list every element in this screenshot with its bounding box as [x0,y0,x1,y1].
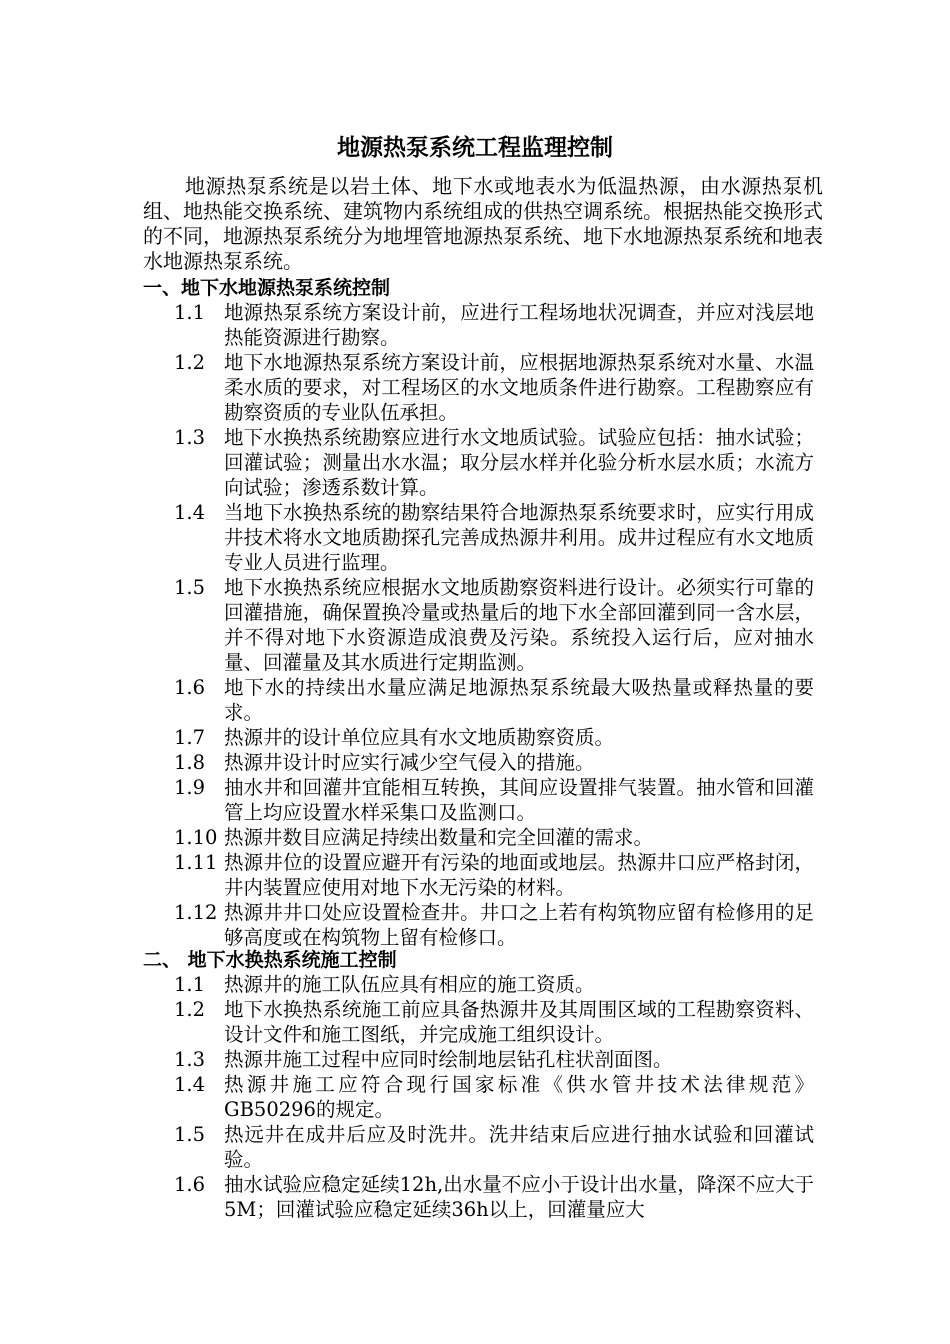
item-text: 当地下水换热系统的勘察结果符合地源热泵系统要求时，应实行用成井技术将水文地质勘探孔完善成热源井利用。成井过程应有水文地质专业人员进行监理。 [224,501,814,574]
list-item [174,725,814,750]
list-item [174,825,814,850]
intro-paragraph: 地源热泵系统是以岩土体、地下水或地表水为低温热源，由水源热泵机组、地热能交换系统、建筑物内系统组成的供热空调系统。根据热能交换形式的不同，地源热泵系统分为地埋管地源热泵系统、地下水地源热泵系统和地表水地源热泵系统。 [143,174,823,273]
item-text: 热源井井口处应设置检查井。井口之上若有构筑物应留有检修用的足够高度或在构筑物上留有检修口。 [224,901,814,949]
list-item [174,900,814,950]
list-item [174,1047,814,1072]
item-text: 地下水的持续出水量应满足地源热泵系统最大吸热量或释热量的要求。 [224,676,814,724]
section-heading-1: 一、地下水地源热泵系统控制 [143,277,391,299]
item-text: 热远井在成井后应及时洗井。洗井结束后应进行抽水试验和回灌试验。 [224,1123,814,1171]
item-number: 1.5 [174,576,206,599]
section-heading-2: 二、 地下水换热系统施工控制 [143,949,397,971]
list-item [174,575,814,675]
list-item [174,350,814,425]
item-number: 1.10 [174,826,218,849]
item-number: 1.5 [174,1123,206,1146]
item-text: 地下水地源热泵系统方案设计前，应根据地源热泵系统对水量、水温柔水质的要求，对工程场区的水文地质条件进行勘察。工程勘察应有勘察资质的专业队伍承担。 [224,351,814,424]
item-text: 热源井位的设置应避开有污染的地面或地层。热源井口应严格封闭，井内装置应使用对地下水无污染的材料。 [224,851,814,899]
item-number: 1.6 [174,1173,206,1196]
list-item [174,675,814,725]
list-item [174,750,814,775]
list-item [174,1122,814,1172]
item-text: 热源井设计时应实行减少空气侵入的措施。 [224,751,595,774]
list-item [174,997,814,1047]
item-text: 抽水试验应稳定延续12h,出水量不应小于设计出水量，降深不应大于5M；回灌试验应稳定延续36h以上，回灌量应大 [224,1173,814,1221]
item-text: 地下水换热系统应根据水文地质勘察资料进行设计。必须实行可靠的回灌措施，确保置换冷量或热量后的地下水全部回灌到同一含水层，并不得对地下水资源造成浪费及污染。系统投入运行后，应对抽水量、回灌量及其水质进行定期监测。 [224,576,814,674]
item-number: 1.6 [174,676,206,699]
item-number: 1.4 [174,1073,206,1096]
list-item [174,1172,814,1222]
page-title: 地源热泵系统工程监理控制 [337,135,613,161]
item-text: 抽水井和回灌井宜能相互转换，其间应设置排气装置。抽水管和回灌管上均应设置水样采集口及监测口。 [224,776,814,824]
list-item [174,972,814,997]
item-number: 1.4 [174,501,206,524]
item-number: 1.1 [174,301,206,324]
list-item [174,1072,814,1122]
item-number: 1.9 [174,776,206,799]
item-text: 地下水换热系统勘察应进行水文地质试验。试验应包括：抽水试验；回灌试验；测量出水水温；取分层水样并化验分析水层水质；水流方向试验；渗透系数计算。 [224,426,814,499]
item-number: 1.1 [174,973,206,996]
list-item [174,500,814,575]
item-number: 1.7 [174,726,206,749]
item-number: 1.2 [174,351,206,374]
item-text: 地源热泵系统方案设计前，应进行工程场地状况调查，并应对浅层地热能资源进行勘察。 [224,301,814,349]
item-text: 热源井的设计单位应具有水文地质勘察资质。 [224,726,615,749]
item-text: 热源井数目应满足持续出数量和完全回灌的需求。 [224,826,654,849]
list-item [174,775,814,825]
item-text: 热源井施工过程中应同时绘制地层钻孔柱状剖面图。 [224,1048,673,1071]
item-text: 热源井的施工队伍应具有相应的施工资质。 [224,973,595,996]
list-item [174,300,814,350]
item-number: 1.3 [174,1048,206,1071]
item-text: 地下水换热系统施工前应具备热源井及其周围区域的工程勘察资料、设计文件和施工图纸，并完成施工组织设计。 [224,998,814,1046]
item-number: 1.8 [174,751,206,774]
list-item [174,425,814,500]
item-number: 1.3 [174,426,206,449]
list-item [174,850,814,900]
item-number: 1.2 [174,998,206,1021]
item-number: 1.11 [174,851,218,874]
item-number: 1.12 [174,901,218,924]
item-text: 热源井施工应符合现行国家标准《供水管井技术法律规范》GB50296的规定。 [224,1073,814,1121]
